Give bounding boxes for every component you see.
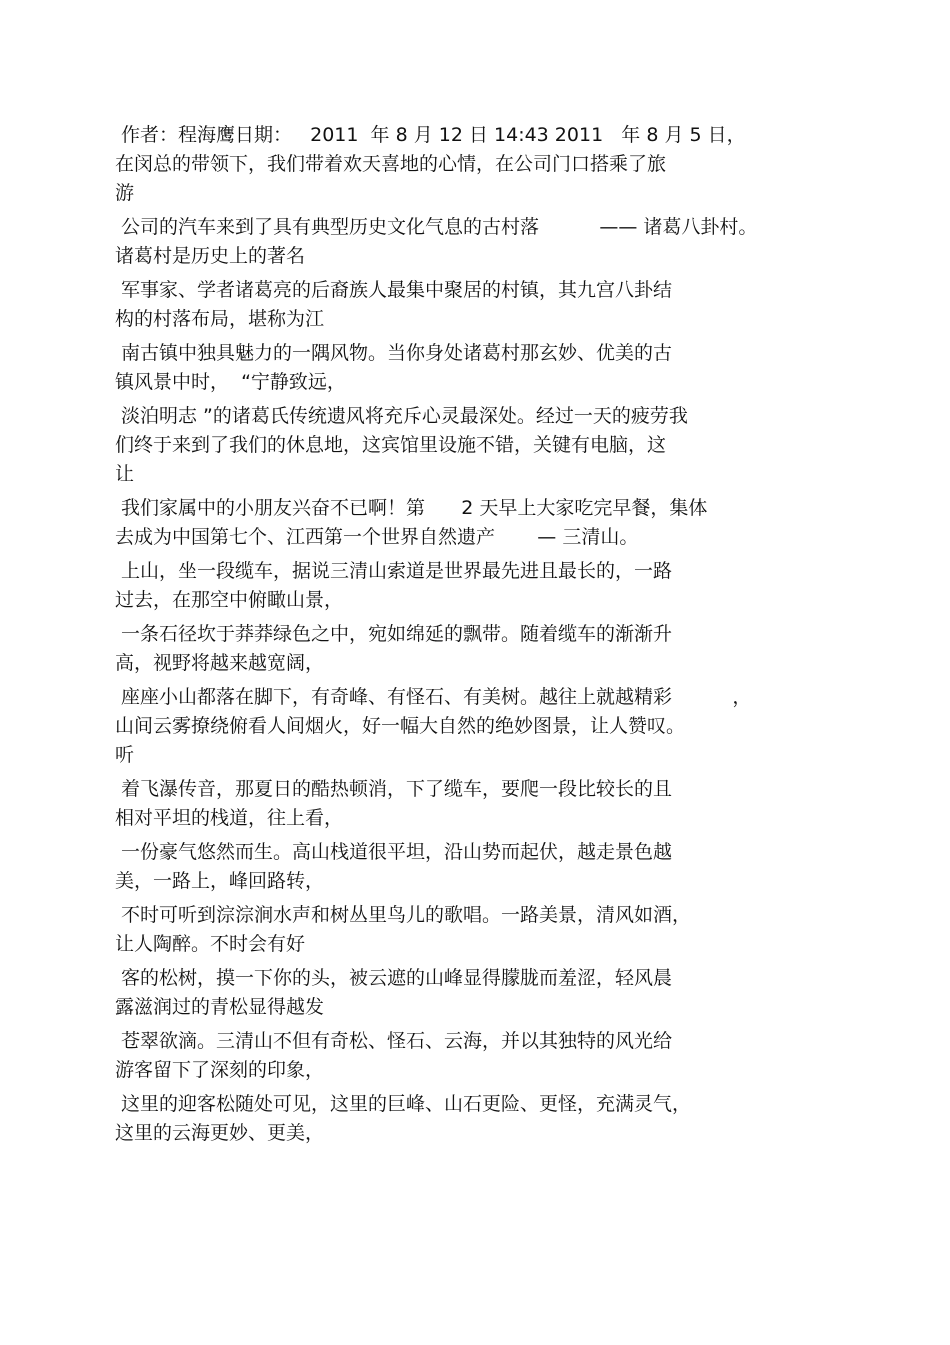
paragraph-line: 美，一路上，峰回路转， [115, 870, 325, 892]
paragraph-line: 们终于来到了我们的休息地，这宾馆里设施不错，关键有电脑，这 [115, 434, 667, 456]
paragraph-line: 露滋润过的青松显得越发 [115, 996, 325, 1018]
paragraph-line: 诸葛村是历史上的著名 [115, 245, 306, 267]
paragraph-first-line: 公司的汽车来到了具有典型历史文化气息的古村落 —— 诸葛八卦村。 [121, 216, 758, 238]
paragraph-line: 构的村落布局，堪称为江 [115, 308, 325, 330]
paragraph-first-line: 客的松树，摸一下你的头，被云遮的山峰显得朦胧而羞涩，轻风晨 [121, 967, 673, 989]
paragraph-line: 这里的云海更妙、更美， [115, 1122, 325, 1144]
paragraph-first-line: 南古镇中独具魅力的一隅风物。当你身处诸葛村那玄妙、优美的古 [121, 342, 673, 364]
paragraph-first-line: 这里的迎客松随处可见，这里的巨峰、山石更险、更怪，充满灵气， [121, 1093, 692, 1115]
paragraph-first-line: 不时可听到淙淙涧水声和树丛里鸟儿的歌唱。一路美景，清风如酒， [121, 904, 692, 926]
paragraph-line: 相对平坦的栈道，往上看， [115, 807, 344, 829]
paragraph-first-line: 上山，坐一段缆车，据说三清山索道是世界最先进且最长的，一路 [121, 560, 673, 582]
paragraph-line: 去成为中国第七个、江西第一个世界自然遗产 — 三清山。 [115, 526, 639, 548]
paragraph-line: 游 [115, 182, 135, 204]
paragraph-first-line: 着飞瀑传音，那夏日的酷热顿消，下了缆车，要爬一段比较长的且 [121, 778, 673, 800]
paragraph-line: 听 [115, 744, 135, 766]
paragraph-first-line: 苍翠欲滴。三清山不但有奇松、怪石、云海，并以其独特的风光给 [121, 1030, 673, 1052]
paragraph-line: 高，视野将越来越宽阔， [115, 652, 325, 674]
paragraph-line: 过去，在那空中俯瞰山景， [115, 589, 344, 611]
paragraph-line: 镇风景中时， “宁静致远， [115, 371, 346, 393]
paragraph-line: 让人陶醉。不时会有好 [115, 933, 306, 955]
paragraph-line: 山间云雾撩绕俯看人间烟火，好一幅大自然的绝妙图景，让人赞叹。 [115, 715, 686, 737]
paragraph-first-line: 一份豪气悠然而生。高山栈道很平坦，沿山势而起伏，越走景色越 [121, 841, 673, 863]
paragraph-first-line: 作者：程海鹰日期： 2011 年 8 月 12 日 14:43 2011 年 8 月 5 日， [121, 124, 746, 146]
paragraph-first-line: 一条石径坎于莽莽绿色之中，宛如绵延的飘带。随着缆车的渐渐升 [121, 623, 673, 645]
paragraph-first-line: 我们家属中的小朋友兴奋不已啊！第 2 天早上大家吃完早餐，集体 [121, 497, 708, 519]
paragraph-line: 在闵总的带领下，我们带着欢天喜地的心情，在公司门口搭乘了旅 [115, 153, 667, 175]
paragraph-first-line: 座座小山都落在脚下，有奇峰、有怪石、有美树。越往上就越精彩 ， [121, 686, 752, 708]
paragraph-first-line: 军事家、学者诸葛亮的后裔族人最集中聚居的村镇，其九宫八卦结 [121, 279, 673, 301]
paragraph-first-line: 淡泊明志 ”的诸葛氏传统遗风将充斥心灵最深处。经过一天的疲劳我 [121, 405, 688, 427]
paragraph-line: 让 [115, 463, 135, 485]
paragraph-line: 游客留下了深刻的印象， [115, 1059, 325, 1081]
